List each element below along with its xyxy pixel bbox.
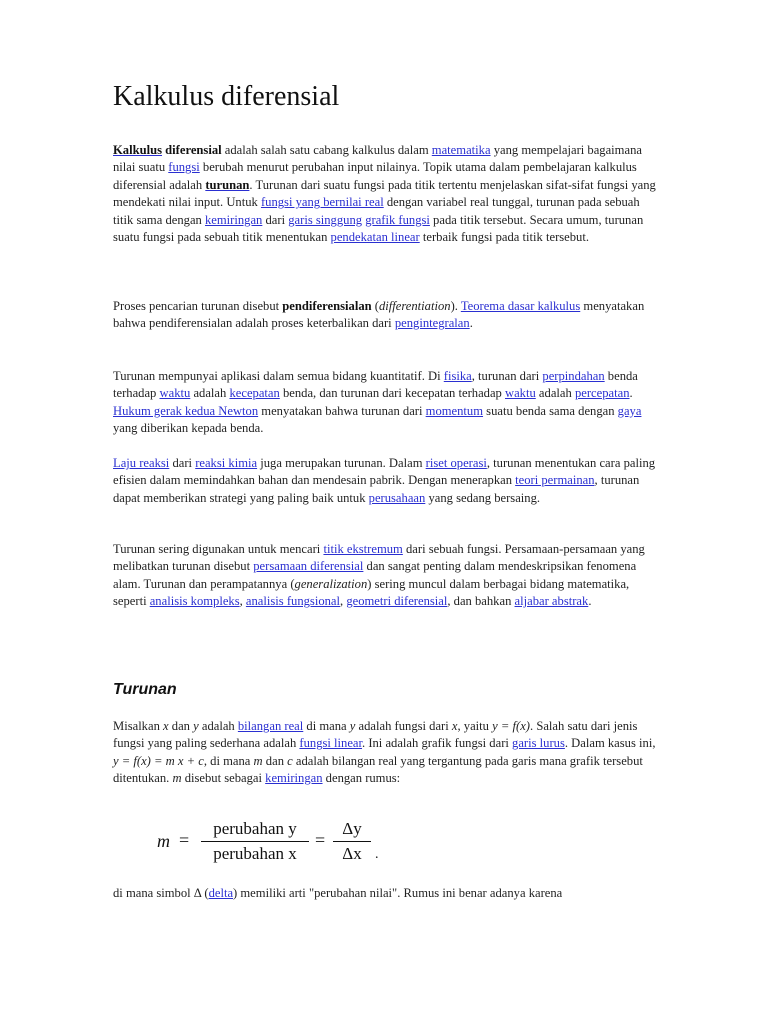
link-turunan[interactable]: turunan [205, 177, 250, 192]
paragraph-aplikasi: Turunan mempunyai aplikasi dalam semua bidang kuantitatif. Di fisika, turunan dari perpindahan benda terhadap waktu adalah kecepatan benda, dan turunan dari kecepatan terhadap waktu adalah percepatan. Hukum gerak kedua Newton menyatakan bahwa turunan dari momentum suatu benda sama dengan gaya yang diberikan kepada benda. [113, 369, 642, 436]
link-geometri-diferensial[interactable]: geometri diferensial [346, 594, 448, 609]
link-pendekatan-linear[interactable]: pendekatan linear [330, 230, 420, 245]
formula-lhs: m [157, 831, 170, 851]
link-laju-reaksi[interactable]: Laju reaksi [113, 456, 170, 470]
slope-formula [157, 818, 397, 868]
link-aljabar-abstrak[interactable]: aljabar abstrak [514, 594, 589, 609]
link-perusahaan[interactable]: perusahaan [368, 490, 426, 505]
bold-term: diferensial [165, 143, 222, 157]
link-analisis-kompleks[interactable]: analisis kompleks [149, 594, 240, 609]
section-heading-turunan: Turunan [113, 681, 177, 698]
link-waktu[interactable]: waktu [505, 386, 536, 401]
link-kalkulus[interactable]: Kalkulus [113, 143, 163, 157]
link-perpindahan[interactable]: perpindahan [542, 369, 605, 383]
link-bilangan-real[interactable]: bilangan real [237, 719, 304, 733]
page-title: Kalkulus diferensial [113, 81, 340, 112]
link-fungsi[interactable]: fungsi [168, 160, 200, 175]
link-titik-ekstremum[interactable]: titik ekstremum [323, 542, 403, 556]
link-persamaan-diferensial[interactable]: persamaan diferensial [253, 559, 364, 574]
link-delta[interactable]: delta [208, 886, 234, 900]
fraction-delta [333, 818, 371, 865]
link-momentum[interactable]: momentum [425, 403, 484, 418]
link-analisis-fungsional[interactable]: analisis fungsional [245, 594, 341, 609]
link-teorema-dasar-kalkulus[interactable]: Teorema dasar kalkulus [460, 299, 581, 313]
link-grafik-fungsi[interactable]: grafik fungsi [365, 212, 430, 227]
link-riset-operasi[interactable]: riset operasi [425, 456, 487, 470]
link-waktu[interactable]: waktu [159, 386, 191, 401]
formula-equals: = [179, 830, 190, 850]
paragraph-titik-ekstremum: Turunan sering digunakan untuk mencari titik ekstremum dari sebuah fungsi. Persamaan-persamaan yang melibatkan turunan disebut persamaan diferensial dan sangat penting dalam mendeskripsikan fenomena alam. Turunan dan perampatannya (generalization) sering muncul dalam berbagai bidang matematika, seperti analisis kompleks, analisis fungsional, geometri diferensial, dan bahkan aljabar abstrak. [113, 542, 645, 609]
formula-period: . [375, 847, 379, 862]
fraction-perubahan [201, 818, 309, 865]
paragraph-pendiferensialan: Proses pencarian turunan disebut pendiferensialan (differentiation). Teorema dasar kalkulus menyatakan bahwa pendiferensialan adalah proses keterbalikan dari pengintegralan. [113, 299, 645, 331]
fraction-denominator: Δx [342, 844, 362, 863]
paragraph-laju-reaksi: Laju reaksi dari reaksi kimia juga merupakan turunan. Dalam riset operasi, turunan menentukan cara paling efisien dalam memindahkan bahan dan mendesain pabrik. Dengan menerapkan teori permainan, turunan dapat memberikan strategi yang paling baik untuk perusahaan yang sedang bersaing. [113, 456, 656, 505]
link-teori-permainan[interactable]: teori permainan [515, 473, 595, 488]
link-garis-singgung[interactable]: garis singgung [288, 212, 363, 227]
link-garis-lurus[interactable]: garis lurus [512, 736, 565, 751]
fraction-bar [333, 841, 371, 842]
fraction-numerator: Δy [342, 819, 362, 838]
fraction-denominator: perubahan x [213, 844, 297, 863]
link-gaya[interactable]: gaya [617, 403, 642, 418]
formula-equals: = [315, 830, 326, 850]
fraction-numerator: perubahan y [213, 819, 297, 838]
link-percepatan[interactable]: percepatan [574, 386, 630, 401]
paragraph-intro: Kalkulus diferensial adalah salah satu cabang kalkulus dalam matematika yang mempelajari bagaimana nilai suatu fungsi berubah menurut perubahan input nilainya. Topik utama dalam pembelajaran kalkulus diferensial adalah turunan. Turunan dari suatu fungsi pada titik tertentu menjelaskan sifat-sifat fungsi yang mendekati nilai input. Untuk fungsi yang bernilai real dengan variabel real tunggal, turunan pada sebuah titik sama dengan kemiringan dari garis singgung grafik fungsi pada titik tersebut. Secara umum, turunan suatu fungsi pada sebuah titik menentukan pendekatan linear terbaik fungsi pada titik tersebut. [113, 143, 656, 245]
link-reaksi-kimia[interactable]: reaksi kimia [195, 456, 258, 470]
paragraph-delta: di mana simbol Δ (delta) memiliki arti "perubahan nilai". Rumus ini benar adanya karena [113, 886, 563, 900]
link-matematika[interactable]: matematika [431, 143, 491, 157]
link-hukum-gerak-newton[interactable]: Hukum gerak kedua Newton [113, 403, 259, 418]
link-fisika[interactable]: fisika [443, 369, 472, 383]
link-kemiringan[interactable]: kemiringan [265, 771, 323, 786]
link-fungsi-real[interactable]: fungsi yang bernilai real [260, 195, 384, 210]
link-kemiringan[interactable]: kemiringan [204, 212, 263, 227]
fraction-bar [201, 841, 309, 842]
paragraph-misalkan: Misalkan x dan y adalah bilangan real di mana y adalah fungsi dari x, yaitu y = f(x). Salah satu dari jenis fungsi yang paling sederhana adalah fungsi linear. Ini adalah grafik fungsi dari garis lurus. Dalam kasus ini, y = f(x) = m x + c, di mana m dan c adalah bilangan real yang tergantung pada garis mana grafik tersebut ditentukan. m disebut sebagai kemiringan dengan rumus: [113, 719, 656, 786]
link-pengintegralan[interactable]: pengintegralan [394, 316, 470, 331]
link-fungsi-linear[interactable]: fungsi linear [299, 736, 363, 751]
link-kecepatan[interactable]: kecepatan [229, 386, 280, 401]
